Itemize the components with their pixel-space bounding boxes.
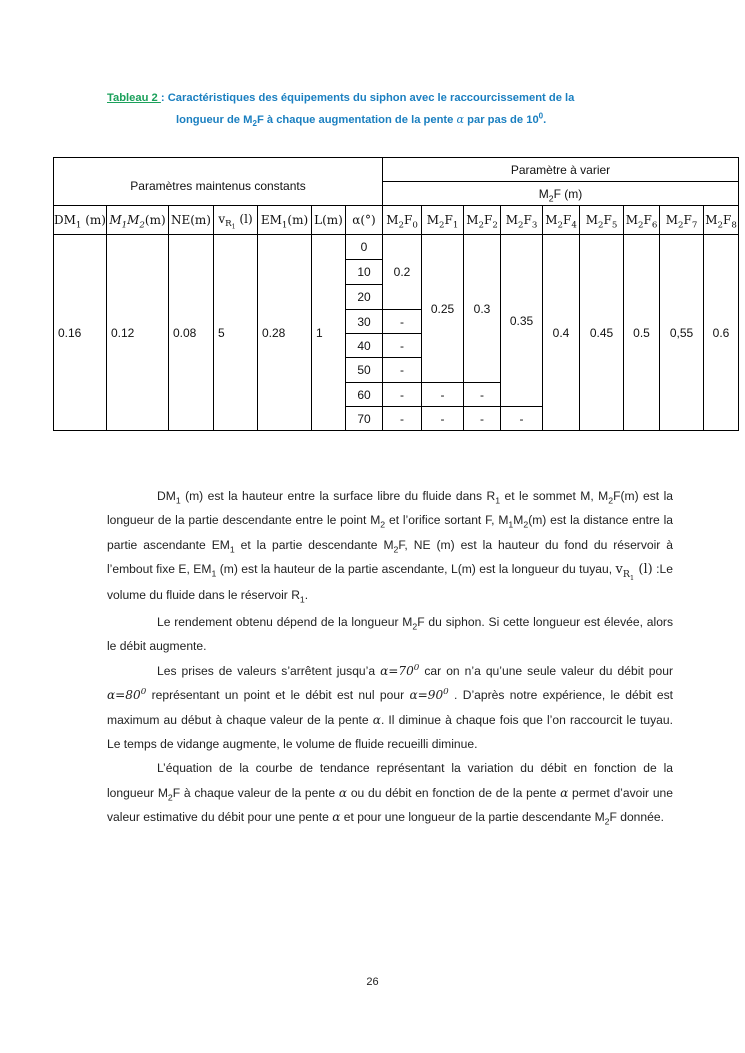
m2f0-value: 0.2 [383, 235, 422, 310]
col-m2f8: $M_2F_8$ [704, 206, 739, 235]
m2f-header: $M_2F$ (m) [383, 182, 739, 206]
col-m1m2: $M_1M_2(m)$ [107, 206, 169, 235]
col-m2f0: $M_2F_0$ [383, 206, 422, 235]
caption-line2: longueur de $M_2F$ à chaque augmentation de la pente α par pas de $10^0$. [176, 111, 547, 129]
col-em1: $EM_1(m)$ [258, 206, 312, 235]
paragraph-1: $DM_1$ (m) est la hauteur entre la surface libre du fluide dans $R_1$ et le sommet M, $M_2F(m)$ est la longueur de la partie descendante entre le point $M_2$ et l’orifice sortant F, $M_1M_2(m)$ est la distance entre la partie ascendante $EM_1$ et la partie descendante $M_2F$, NE (m) est la hauteur du fond du réservoir à l’embout fixe E, $EM_1$ (m) est la hauteur de la partie ascendante, L(m) est la longueur du tuyau, $v_{R_1}$ (l) :Le volume du fluide dans le réservoir $R_1$. [107, 489, 673, 605]
alpha-cell: 30 [346, 310, 383, 334]
paragraph-3: Les prises de valeurs s’arrêtent jusqu’a $\alpha=70^0$ car on n’a qu’une seule valeur du débit pour $\alpha=80^0$ représentant un point et le débit est nul pour $\alpha=90^0$ . D’après notre expérience, le débit est maximum au début à chaque valeur de la pente α. Il diminue à chaque fois que l’on raccourcit le tuyau. Le temps de vidange augmente, le volume de fluide recueilli diminue. [107, 662, 674, 752]
m2f3-value: 0.35 [501, 235, 543, 407]
parameters-table [53, 157, 739, 431]
col-dm1: $DM_1$ (m) [54, 206, 107, 235]
m2f7-value: 0,55 [660, 235, 704, 431]
val-m1m2: 0.12 [107, 235, 169, 431]
caption-line1: : Caractéristiques des équipements du siphon avec le raccourcissement de la [160, 92, 575, 104]
table-caption [107, 88, 667, 131]
val-vr1: 5 [214, 235, 258, 431]
vr1-symbol: $v_{R_1}$ (l) [615, 562, 653, 582]
dash-cell: - [501, 407, 543, 431]
paragraph-4: L’équation de la courbe de tendance représentant la variation du débit en fonction de la longueur $M_2F$ à chaque valeur de la pente α ou du débit en fonction de de la pente α permet d’avoir une valeur estimative du débit pour une pente α et pour une longueur de la partie descendante $M_2F$ donnée. [107, 761, 673, 827]
alpha-cell: 10 [346, 260, 383, 285]
dash-cell: - [383, 358, 422, 383]
dash-cell: - [383, 334, 422, 358]
dash-cell: - [464, 407, 501, 431]
caption-label: Tableau 2 [107, 92, 161, 104]
alpha-cell: 40 [346, 334, 383, 358]
val-l: 1 [312, 235, 346, 431]
page-number: 26 [366, 976, 379, 988]
alpha-cell: 60 [346, 383, 383, 407]
val-ne: 0.08 [169, 235, 214, 431]
m2f4-value: 0.4 [543, 235, 580, 431]
dash-cell: - [383, 407, 422, 431]
dash-cell: - [383, 383, 422, 407]
col-m2f6: $M_2F_6$ [624, 206, 660, 235]
alpha-cell: 70 [346, 407, 383, 431]
col-m2f4: $M_2F_4$ [543, 206, 580, 235]
col-m2f7: $M_2F_7$ [660, 206, 704, 235]
paragraph-2: Le rendement obtenu dépend de la longueur $M_2F$ du siphon. Si cette longueur est élevée, alors le débit augmente. [107, 615, 673, 654]
dash-cell: - [422, 383, 464, 407]
vary-param-header: Paramètre à varier [383, 158, 739, 182]
col-ne: NE(m) [169, 206, 214, 235]
col-m2f3: $M_2F_3$ [501, 206, 543, 235]
alpha-cell: 20 [346, 285, 383, 310]
m2f8-value: 0.6 [704, 235, 739, 431]
alpha-cell: 0 [346, 235, 383, 260]
col-l: L(m) [312, 206, 346, 235]
val-em1: 0.28 [258, 235, 312, 431]
dash-cell: - [422, 407, 464, 431]
m2f1-value: 0.25 [422, 235, 464, 383]
col-alpha: α(°) [346, 206, 383, 235]
col-vr1: $v_{R_1}$ (l) [214, 206, 258, 235]
body-text [107, 484, 673, 830]
col-m2f1: $M_2F_1$ [422, 206, 464, 235]
constant-params-header: Paramètres maintenus constants [54, 158, 383, 206]
col-m2f5: $M_2F_5$ [580, 206, 624, 235]
alpha-cell: 50 [346, 358, 383, 383]
val-dm1: 0.16 [54, 235, 107, 431]
col-m2f2: $M_2F_2$ [464, 206, 501, 235]
m2f6-value: 0.5 [624, 235, 660, 431]
m2f5-value: 0.45 [580, 235, 624, 431]
m2f2-value: 0.3 [464, 235, 501, 383]
dash-cell: - [383, 310, 422, 334]
dash-cell: - [464, 383, 501, 407]
